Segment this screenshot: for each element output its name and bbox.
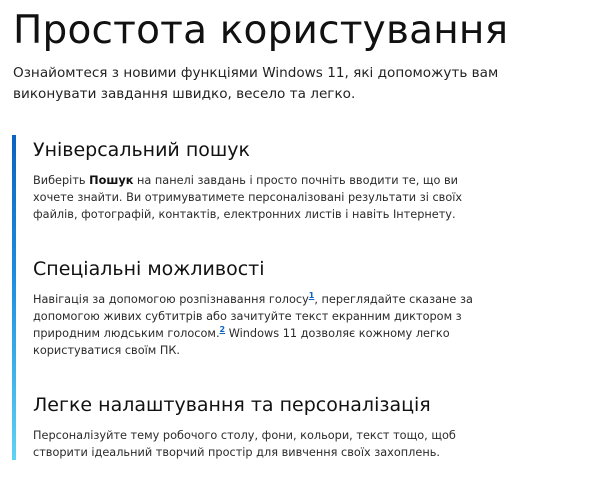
section-heading-search: Універсальний пошук [33,139,250,161]
accessibility-text-part2: , переглядайте сказане за допомогою живих субтитрів або зачитуйте текст екранним диктором з природним людським голосом. [33,293,473,340]
section-heading-accessibility: Спеціальні можливості [33,258,265,280]
section-heading-personalization: Легке налаштування та персоналізація [33,394,431,416]
section-text-accessibility [33,291,488,359]
page-title: Простота користування [13,8,509,53]
footnote-link-1[interactable]: 1 [308,291,315,301]
section-accessibility [33,256,488,359]
footnote-link-2[interactable]: 2 [219,325,226,335]
accessibility-text-part1: Навігація за допомогою розпізнавання голосу [33,293,309,306]
section-text-personalization: Персоналізуйте тему робочого столу, фони, кольори, текст тощо, щоб створити ідеальний творчий простір для вивчення своїх захоплень. [33,429,456,459]
section-personalization [33,392,488,461]
section-universal-search [33,137,488,223]
accent-bar [12,135,16,460]
search-text-before: Виберіть [33,174,90,187]
search-keyword: Пошук [89,174,134,187]
section-text-search [33,172,488,223]
page-subtitle: Ознайомтеся з новими функціями Windows 11, які допоможуть вам виконувати завдання швидко, весело та легко. [13,65,499,102]
accessibility-text-part3: Windows 11 дозволяє кожному легко користуватися своїм ПК. [33,327,450,357]
search-text-after: на панелі завдань і просто почніть вводити те, що ви хочете знайти. Ви отримуватимете персоналізовані результати зі своїх файлів, фотографій, контактів, електронних листів і навіть Інтернету. [33,174,463,221]
